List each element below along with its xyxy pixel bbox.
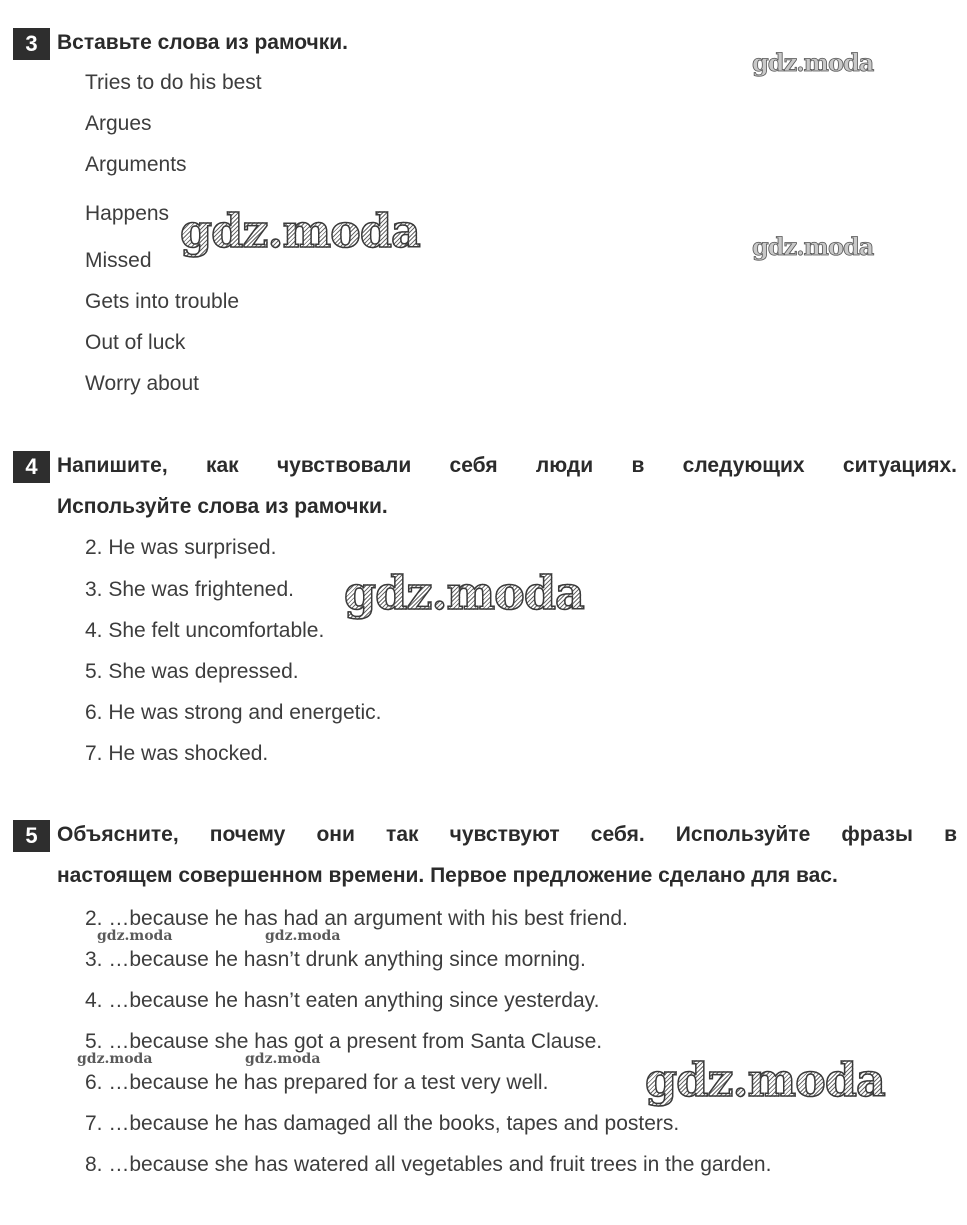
task-title-continuation: настоящем совершенном времени. Первое предложение сделано для вас. [57,864,838,887]
answer-line: 7. …because he has damaged all the books, tapes and posters. [85,1112,680,1135]
watermark-logo: gdz.moda [77,1051,153,1067]
answer-line: 4. She felt uncomfortable. [85,619,325,642]
answer-line: 7. He was shocked. [85,742,269,765]
answer-line: Worry about [85,372,199,395]
watermark-logo: gdz.moda [752,48,874,77]
task-number-badge: 5 [13,820,50,852]
answer-line: 4. …because he hasn’t eaten anything since yesterday. [85,989,600,1012]
watermark-logo: gdz.moda [97,928,173,944]
answer-line: 2. He was surprised. [85,536,277,559]
answer-line: Tries to do his best [85,71,262,94]
task-title: Напишите, как чувствовали себя люди в следующих ситуациях. [57,454,957,477]
answer-line: Out of luck [85,331,186,354]
answer-line: 6. …because he has prepared for a test very well. [85,1071,549,1094]
answer-line: 3. She was frightened. [85,578,294,601]
answer-line: Missed [85,249,152,272]
task-title-continuation: Используйте слова из рамочки. [57,495,388,518]
answer-line: Gets into trouble [85,290,240,313]
answer-line: 3. …because he hasn’t drunk anything since morning. [85,948,586,971]
answer-line: Happens [85,202,170,225]
watermark-logo: gdz.moda [344,566,584,620]
watermark-logo: gdz.moda [245,1051,321,1067]
answer-line: 5. She was depressed. [85,660,299,683]
watermark-logo: gdz.moda [180,204,420,258]
answer-line: Arguments [85,153,187,176]
answer-line: 6. He was strong and energetic. [85,701,382,724]
watermark-logo: gdz.moda [265,928,341,944]
answer-line: 2. …because he has had an argument with his best friend. [85,907,628,930]
watermark-logo: gdz.moda [645,1053,885,1107]
task-title: Вставьте слова из рамочки. [57,31,348,54]
task-number-badge: 4 [13,451,50,483]
watermark-logo: gdz.moda [752,232,874,261]
answer-line: Argues [85,112,152,135]
task-number-badge: 3 [13,28,50,60]
answer-line: 5. …because she has got a present from Santa Clause. [85,1030,603,1053]
answer-line: 8. …because she has watered all vegetables and fruit trees in the garden. [85,1153,772,1176]
task-title: Объясните, почему они так чувствуют себя. Используйте фразы в [57,823,957,846]
